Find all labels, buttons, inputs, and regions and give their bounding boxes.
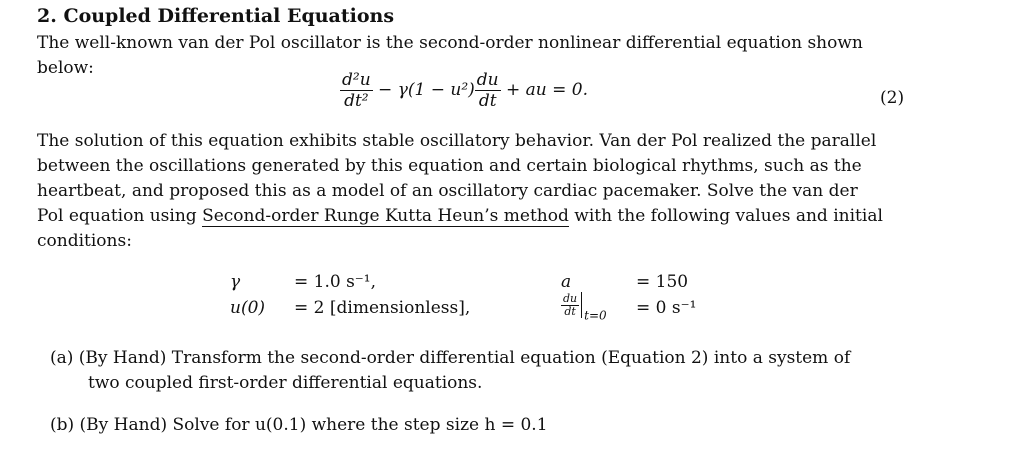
evaluation-bar <box>581 292 582 318</box>
dudt-fraction <box>561 293 579 318</box>
intro-line-1: The well-known van der Pol oscillator is the second-order nonlinear differential equation shown <box>37 33 863 53</box>
second-derivative-fraction <box>340 70 373 111</box>
d2u-numerator: d²u <box>342 70 371 90</box>
body-line-4 <box>37 204 883 229</box>
intro-line-2: below: <box>37 58 94 78</box>
gamma-label: γ <box>230 272 241 292</box>
body-line-5: conditions: <box>37 231 132 251</box>
a-label: a <box>561 272 572 292</box>
dudt-subscript: t=0 <box>584 308 607 323</box>
dudt-numerator: du <box>563 291 578 305</box>
heun-method-link[interactable]: Second-order Runge Kutta Heun’s method <box>202 206 569 226</box>
u0-label: u(0) <box>230 298 266 318</box>
du-numerator: du <box>476 70 499 90</box>
gamma-value: = 1.0 s⁻¹, <box>294 272 377 292</box>
equation-number: (2) <box>880 88 905 108</box>
part-a-line-1: (a) (By Hand) Transform the second-order differential equation (Equation 2) into a system of <box>50 348 851 368</box>
equation-tail-term: + au = 0. <box>500 80 589 100</box>
body-line-4-post: with the following values and initial <box>568 206 883 226</box>
body-line-4-pre: Pol equation using <box>37 206 203 226</box>
body-line-3: heartbeat, and proposed this as a model of an oscillatory cardiac pacemaker. Solve the van der <box>37 181 858 201</box>
body-line-2: between the oscillations generated by this equation and certain biological rhythms, such as the <box>37 156 862 176</box>
dudt-value: = 0 s⁻¹ <box>636 298 697 318</box>
dudt-initial-label <box>561 292 607 323</box>
a-value: = 150 <box>636 272 689 292</box>
equation-middle-term: − γ(1 − u²) <box>372 80 475 100</box>
van-der-pol-equation <box>340 70 588 111</box>
dt2-denominator: dt² <box>344 91 369 111</box>
first-derivative-fraction <box>475 70 501 111</box>
dudt-denominator: dt <box>564 304 576 318</box>
body-line-1: The solution of this equation exhibits stable oscillatory behavior. Van der Pol realized the parallel <box>37 131 877 151</box>
dt-denominator: dt <box>478 91 497 111</box>
part-a-line-2: two coupled first-order differential equations. <box>88 373 483 393</box>
u0-value: = 2 [dimensionless], <box>294 298 471 318</box>
section-heading: 2. Coupled Differential Equations <box>37 5 395 27</box>
part-b-line-1: (b) (By Hand) Solve for u(0.1) where the step size h = 0.1 <box>50 415 548 435</box>
